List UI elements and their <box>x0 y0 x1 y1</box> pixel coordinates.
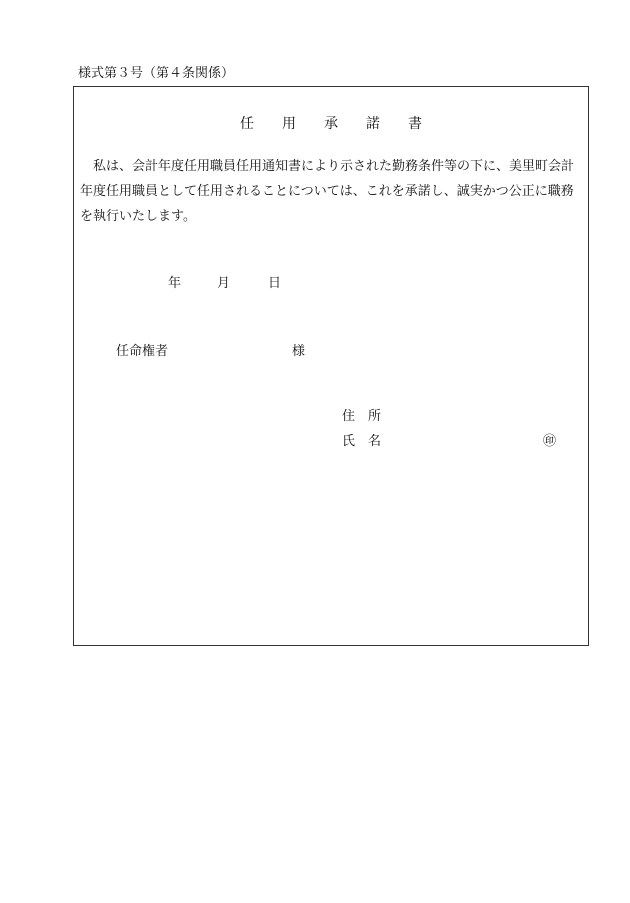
name-label: 氏 名 <box>342 434 382 449</box>
month-label: 月 <box>217 276 231 291</box>
form-number-label: 様式第３号（第４条関係） <box>78 66 235 81</box>
appointer-line <box>74 340 588 358</box>
seal-mark: ㊞ <box>543 434 557 449</box>
document-body-text: 私は、会計年度任用職員任用通知書により示された勤務条件等の下に、美里町会計年度任用職員として任用されることについては、これを承諾し、誠実かつ公正に職務を執行いたします。 <box>80 159 575 224</box>
date-line <box>74 272 588 290</box>
document-title: 任用承諾書 <box>240 116 450 132</box>
appointer-honorific: 様 <box>292 344 306 359</box>
address-line <box>74 405 588 423</box>
address-label: 住 所 <box>342 409 382 424</box>
day-label: 日 <box>268 276 282 291</box>
document-frame <box>73 86 589 646</box>
appointer-label: 任命権者 <box>116 344 169 359</box>
year-label: 年 <box>168 276 182 291</box>
name-line <box>74 430 588 448</box>
